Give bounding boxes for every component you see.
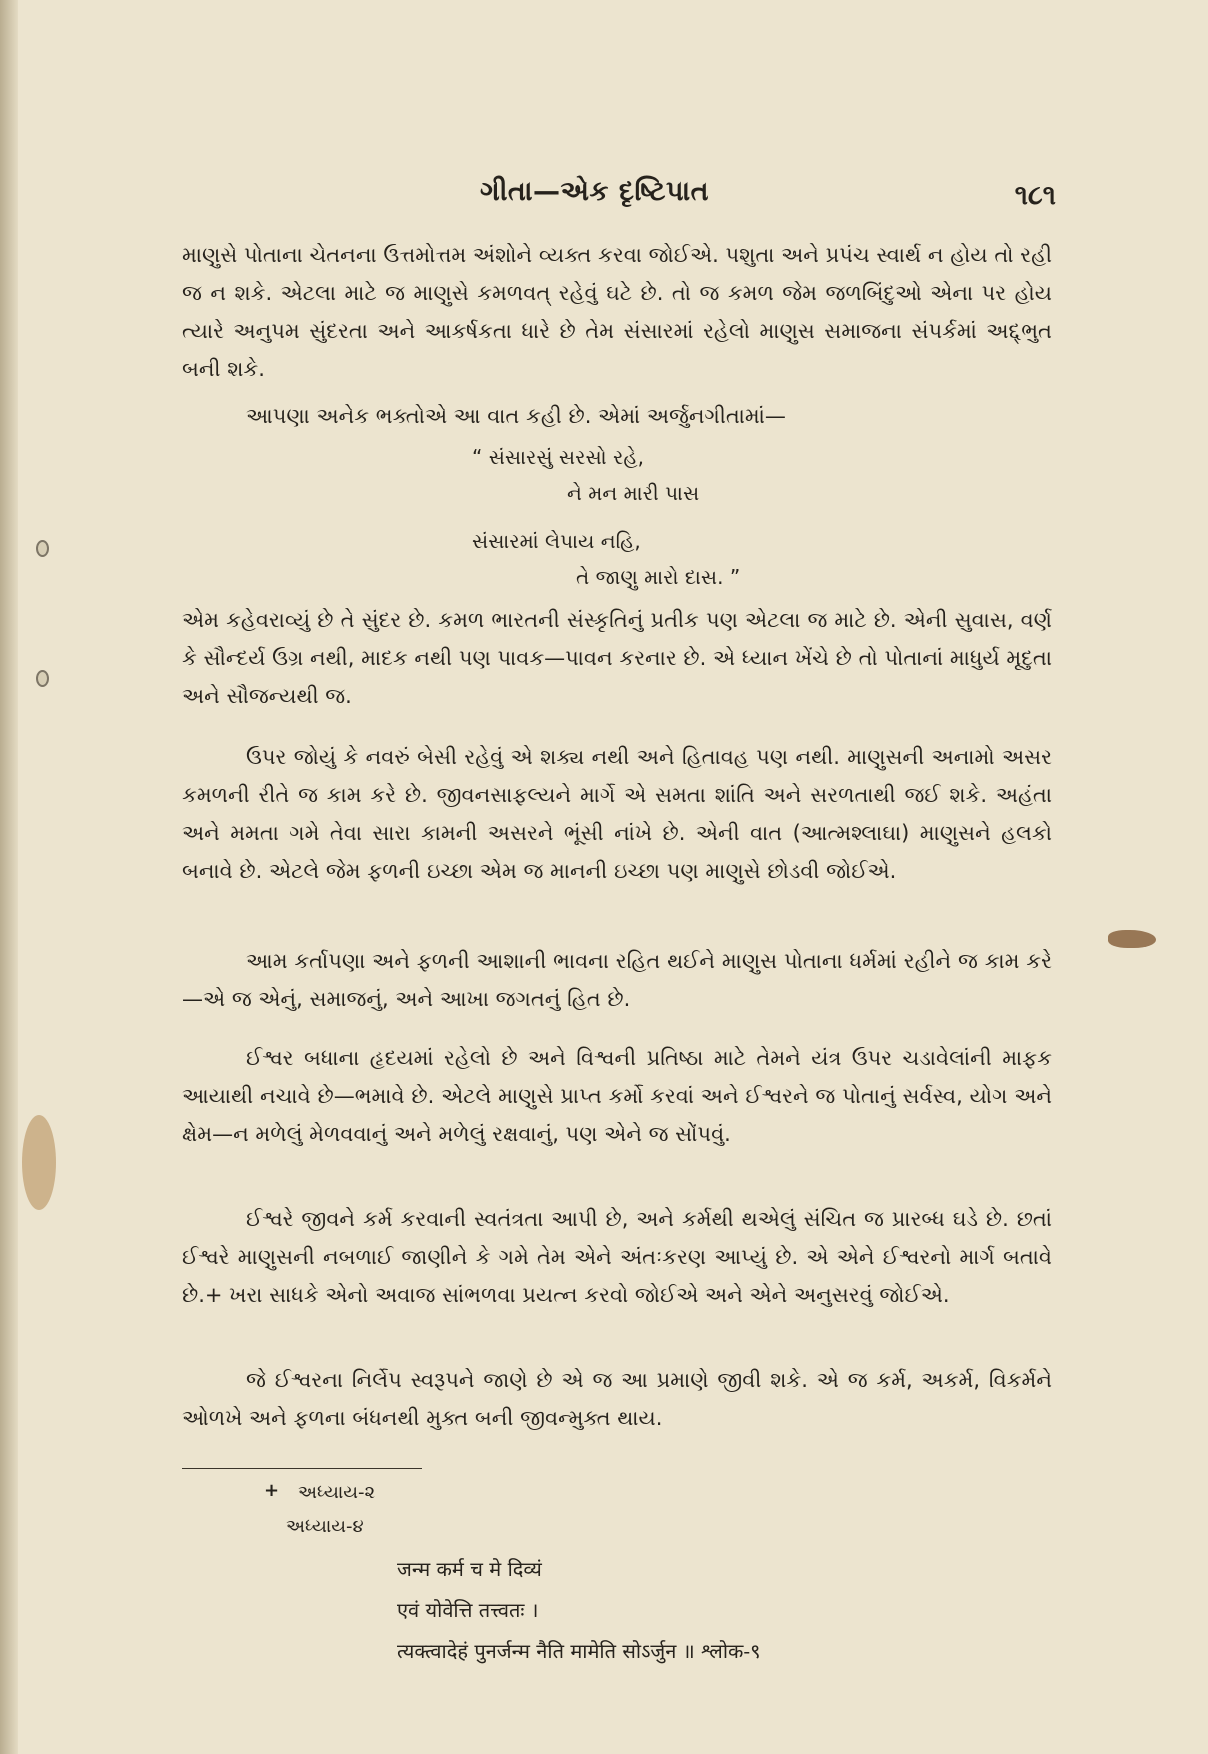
binding-hole bbox=[36, 670, 49, 687]
paragraph bbox=[182, 1039, 1052, 1153]
footnote-marker: + bbox=[264, 1480, 280, 1501]
binding-hole bbox=[36, 540, 49, 557]
paragraph-text: આપણા અનેક ભક્તોએ આ વાત કહી છે. એમાં અર્જુનગીતામાં— bbox=[246, 404, 786, 428]
paragraph-text: આમ કર્તાપણા અને ફળની આશાની ભાવના રહિત થઈને માણુસ પોતાના ધર્મમાં રહીને જ કામ કરે—એ જ એનું, સમાજનું, અને આખા જગતનું હિત છે. bbox=[182, 949, 1052, 1011]
paragraph-text: ઈશ્વર બધાના હૃદયમાં રહેલો છે અને વિશ્વની પ્રતિષ્ઠા માટે તેમને યંત્ર ઉપર ચડાવેલાંની માફક આયાથી નચાવે છે—ભમાવે છે. એટલે માણુસે પ્રાપ્ત કર્મો કરવાં અને ઈશ્વરને જ પોતાનું સર્વસ્વ, યોગ અને ક્ષેમ—ન મળેલું મેળવવાનું અને મળેલું રક્ષવાનું, પણ એને જ સોંપવું. bbox=[182, 1046, 1052, 1146]
verse-line: સંસારમાં લેપાય નહિ, bbox=[472, 529, 641, 553]
paragraph-text: જે ઈશ્વરના નિર્લેપ સ્વરૂપને જાણે છે એ જ આ પ્રમાણે જીવી શકે. એ જ કર્મ, અકર્મ, વિકર્મને ઓળખે અને ફળના બંધનથી મુક્ત બની જીવન્મુક્ત થાય. bbox=[182, 1368, 1052, 1430]
paragraph bbox=[182, 397, 1052, 435]
verse-line: ને મન મારી પાસ bbox=[567, 481, 700, 505]
page-left-edge bbox=[0, 0, 18, 1754]
paragraph-text: ઉપર જોયું કે નવરું બેસી રહેવું એ શક્ય નથી અને હિતાવહ પણ નથી. માણુસની અનામો અસર કમળની રીતે જ કામ કરે છે. જીવનસાફલ્યને માર્ગે એ સમતા શાંતિ અને સરળતાથી જઈ શકે. અહંતા અને મમતા ગમે તેવા સારા કામની અસરને ભૂંસી નાંખે છે. એની વાત (આત્મશ્લાઘા) માણુસને હલકો બનાવે છે. એટલે જેમ ફળની ઇચ્છા એમ જ માનની ઇચ્છા પણ માણુસે છોડવી જોઈએ. bbox=[182, 745, 1052, 883]
verse-line: તે જાણુ મારો દાસ. ” bbox=[576, 565, 741, 589]
paragraph bbox=[182, 738, 1052, 890]
footnote-reference: અધ્યાય-૪ bbox=[286, 1516, 364, 1537]
paragraph bbox=[182, 1200, 1052, 1314]
rust-stain bbox=[22, 1115, 56, 1210]
paragraph bbox=[182, 942, 1052, 1018]
sanskrit-verse-line: त्यक्त्वादेहं पुनर्जन्म नैति मामेति सोऽर्जुन ॥ श्लोक-९ bbox=[397, 1639, 761, 1663]
page-header bbox=[0, 176, 1208, 216]
sanskrit-verse-line: जन्म कर्म च मे दिव्यं bbox=[397, 1557, 542, 1581]
paragraph-text: ઈશ્વરે જીવને કર્મ કરવાની સ્વતંત્રતા આપી છે, અને કર્મથી થએલું સંચિત જ પ્રારબ્ધ ઘડે છે. છતાં ઈશ્વરે માણુસની નબળાઈ જાણીને કે ગમે તેમ એને અંતઃકરણ આપ્યું છે. એ એને ઈશ્વરનો માર્ગ બતાવે છે.+ ખરા સાધકે એનો અવાજ સાંભળવા પ્રયત્ન કરવો જોઈએ અને એને અનુસરવું જોઈએ. bbox=[182, 1207, 1052, 1307]
paper-stain bbox=[1108, 930, 1156, 948]
paragraph-text: એમ કહેવરાવ્યું છે તે સુંદર છે. કમળ ભારતની સંસ્કૃતિનું પ્રતીક પણ એટલા જ માટે છે. એની સુવાસ, વર્ણ કે સૌન્દર્ય ઉગ્ર નથી, માદક નથી પણ પાવક—પાવન કરનાર છે. એ ધ્યાન ખેંચે છે તો પોતાનાં માધુર્ય મૃદુતા અને સૌજન્યથી જ. bbox=[182, 608, 1052, 708]
footnote-reference: અધ્યાય-૨ bbox=[298, 1482, 376, 1503]
running-title: ગીતા—એક દૃષ્ટિપાત bbox=[480, 176, 710, 207]
paragraph bbox=[182, 236, 1052, 388]
paragraph bbox=[182, 1361, 1052, 1437]
page-number: ૧૮૧ bbox=[1014, 180, 1056, 211]
paragraph-text: માણુસે પોતાના ચેતનના ઉત્તમોત્તમ અંશોને વ્યક્ત કરવા જોઈએ. પશુતા અને પ્રપંચ સ્વાર્થ ન હોય તો રહી જ ન શકે. એટલા માટે જ માણુસે કમળવત્ રહેવું ઘટે છે. તો જ કમળ જેમ જળબિંદુઓ એના પર હોય ત્યારે અનુપમ સુંદરતા અને આકર્ષકતા ધારે છે તેમ સંસારમાં રહેલો માણુસ સમાજના સંપર્કમાં અદ્દ્ભુત બની શકે. bbox=[182, 243, 1052, 381]
verse-line: “ સંસારસું સરસો રહે, bbox=[472, 445, 644, 469]
paragraph bbox=[182, 601, 1052, 715]
footnote-divider bbox=[182, 1468, 422, 1469]
sanskrit-verse-line: एवं योवेत्ति तत्त्वतः । bbox=[397, 1598, 539, 1622]
